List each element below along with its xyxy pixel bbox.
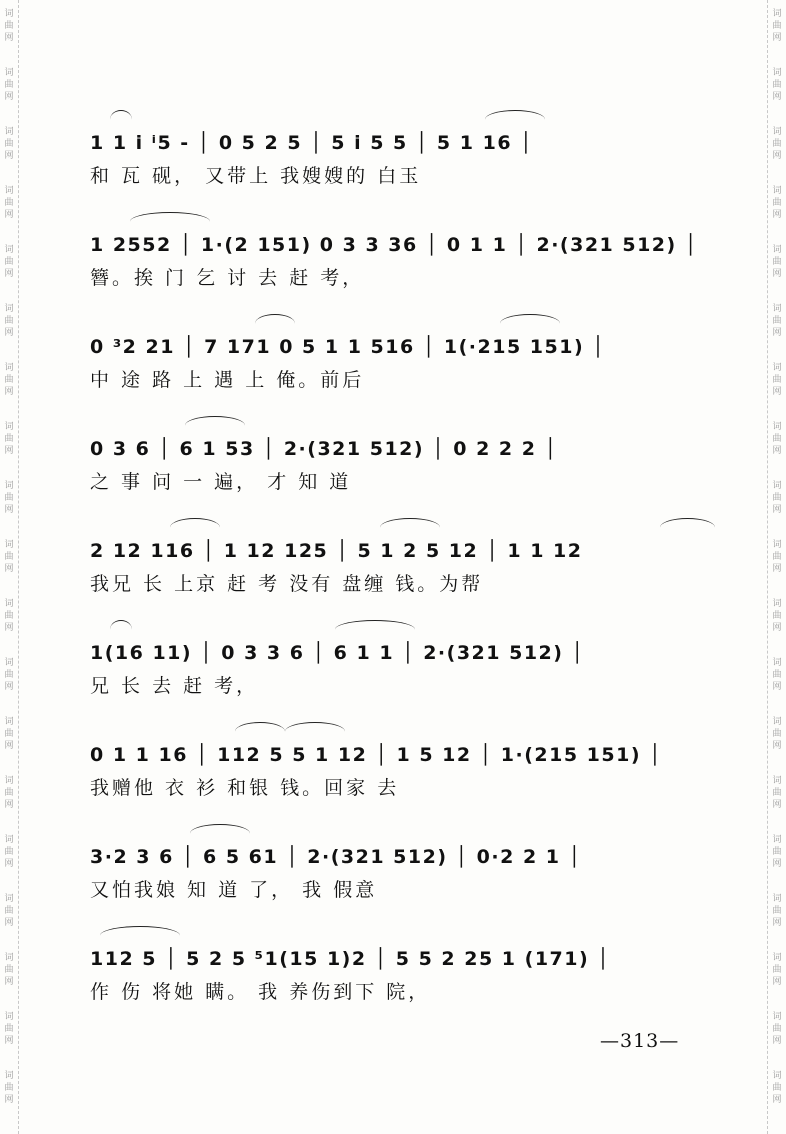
margin-watermark-text: 词 曲 网 [772, 894, 782, 928]
notation-line: 1 2552 │ 1·(2 151) 0 3 3 36 │ 0 1 1 │ 2·(321 512) │ [90, 234, 698, 256]
margin-watermark-text: 词 曲 网 [4, 599, 14, 633]
notation-line: 1(16 11) │ 0 3 3 6 │ 6 1 1 │ 2·(321 512) │ [90, 642, 585, 664]
margin-watermark-text: 词 曲 网 [4, 658, 14, 692]
score-row [90, 508, 720, 610]
margin-watermark-text: 词 曲 网 [772, 1071, 782, 1105]
page-number: —313— [600, 1030, 680, 1052]
score-row [90, 610, 720, 712]
score-row [90, 814, 720, 916]
margin-watermark-text: 词 曲 网 [772, 953, 782, 987]
margin-watermark-text: 词 曲 网 [772, 599, 782, 633]
score-row [90, 406, 720, 508]
margin-watermark-text: 词 曲 网 [4, 422, 14, 456]
lyrics-line: 兄 长 去 赶 考， [90, 675, 259, 697]
margin-watermark-text: 词 曲 网 [772, 481, 782, 515]
score-row [90, 712, 720, 814]
lyrics-line: 中 途 路 上 遇 上 俺。前后 [90, 369, 365, 391]
margin-watermark-text: 词 曲 网 [772, 540, 782, 574]
lyrics-line: 我赠他 衣 衫 和银 钱。回家 去 [90, 777, 400, 799]
notation-line: 0 3 6 │ 6 1 53 │ 2·(321 512) │ 0 2 2 2 │ [90, 438, 558, 460]
margin-watermark-text: 词 曲 网 [772, 245, 782, 279]
score-row [90, 100, 720, 202]
margin-watermark-text: 词 曲 网 [772, 1012, 782, 1046]
jianpu-score [90, 100, 720, 1018]
notation-line: 2 12 116 │ 1 12 125 │ 5 1 2 5 12 │ 1 1 12 [90, 540, 583, 562]
notation-line: 112 5 │ 5 2 5 ⁵1(15 1)2 │ 5 5 2 25 1 (171) │ [90, 948, 611, 970]
lyrics-line: 之 事 问 一 遍， 才 知 道 [90, 471, 352, 493]
score-row [90, 916, 720, 1018]
margin-watermark-text: 词 曲 网 [772, 363, 782, 397]
margin-watermark-text: 词 曲 网 [4, 304, 14, 338]
margin-watermark-text: 词 曲 网 [4, 245, 14, 279]
score-row [90, 304, 720, 406]
left-margin-watermark [0, 0, 19, 1134]
margin-watermark-text: 词 曲 网 [4, 835, 14, 869]
margin-watermark-text: 词 曲 网 [772, 68, 782, 102]
notation-line: 1 1 i ⁱ5 - │ 0 5 2 5 │ 5 i 5 5 │ 5 1 16 │ [90, 132, 534, 154]
notation-line: 3·2 3 6 │ 6 5 61 │ 2·(321 512) │ 0·2 2 1 │ [90, 846, 582, 868]
notation-line: 0 ³2 21 │ 7 171 0 5 1 1 516 │ 1(·215 151) │ [90, 336, 606, 358]
lyrics-line: 和 瓦 砚， 又带上 我嫂嫂的 白玉 [90, 165, 422, 187]
notation-line: 0 1 1 16 │ 112 5 5 1 12 │ 1 5 12 │ 1·(215 151) │ [90, 744, 663, 766]
lyrics-line: 我兄 长 上京 赶 考 没有 盘缠 钱。为帮 [90, 573, 484, 595]
right-margin-watermark [767, 0, 786, 1134]
margin-watermark-text: 词 曲 网 [4, 953, 14, 987]
margin-watermark-text: 词 曲 网 [4, 127, 14, 161]
lyrics-line: 又怕我娘 知 道 了， 我 假意 [90, 879, 378, 901]
margin-watermark-text: 词 曲 网 [4, 776, 14, 810]
margin-watermark-text: 词 曲 网 [772, 717, 782, 751]
margin-watermark-text: 词 曲 网 [772, 304, 782, 338]
margin-watermark-text: 词 曲 网 [4, 540, 14, 574]
margin-watermark-text: 词 曲 网 [4, 68, 14, 102]
margin-watermark-text: 词 曲 网 [4, 894, 14, 928]
margin-watermark-text: 词 曲 网 [772, 776, 782, 810]
margin-watermark-text: 词 曲 网 [4, 363, 14, 397]
margin-watermark-text: 词 曲 网 [4, 1071, 14, 1105]
lyrics-line: 作 伤 将她 瞒。 我 养伤到下 院， [90, 981, 431, 1003]
margin-watermark-text: 词 曲 网 [4, 9, 14, 43]
margin-watermark-text: 词 曲 网 [772, 835, 782, 869]
margin-watermark-text: 词 曲 网 [4, 186, 14, 220]
margin-watermark-text: 词 曲 网 [772, 658, 782, 692]
margin-watermark-text: 词 曲 网 [772, 127, 782, 161]
margin-watermark-text: 词 曲 网 [4, 481, 14, 515]
lyrics-line: 簪。挨 门 乞 讨 去 赶 考， [90, 267, 365, 289]
margin-watermark-text: 词 曲 网 [772, 422, 782, 456]
margin-watermark-text: 词 曲 网 [4, 717, 14, 751]
margin-watermark-text: 词 曲 网 [772, 9, 782, 43]
margin-watermark-text: 词 曲 网 [772, 186, 782, 220]
score-row [90, 202, 720, 304]
margin-watermark-text: 词 曲 网 [4, 1012, 14, 1046]
